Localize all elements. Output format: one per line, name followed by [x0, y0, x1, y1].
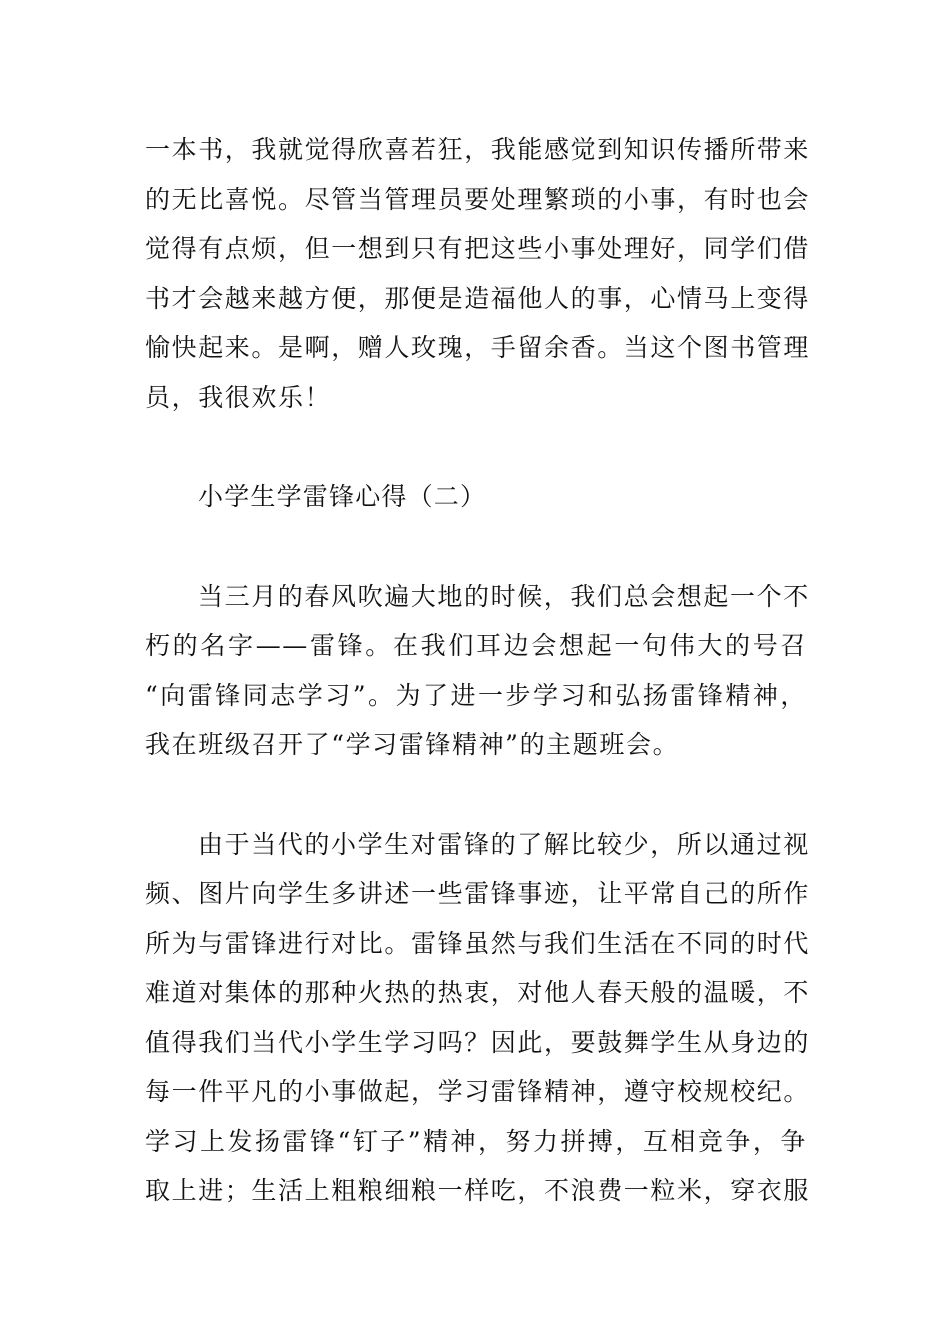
paragraph-3-line-3: 所为与雷锋进行对比。雷锋虽然与我们生活在不同的时代 — [145, 929, 811, 958]
paragraph-3-line-4: 难道对集体的那种火热的热衷，对他人春天般的温暖，不 — [145, 978, 811, 1007]
section-heading: 小学生学雷锋心得（二） — [198, 482, 487, 511]
paragraph-2-line-1: 当三月的春风吹遍大地的时候，我们总会想起一个不 — [198, 582, 810, 611]
paragraph-2-line-3: “向雷锋同志学习”。为了进一步学习和弘扬雷锋精神， — [145, 681, 807, 710]
paragraph-3-line-6: 每一件平凡的小事做起，学习雷锋精神，遵守校规校纪。 — [145, 1077, 811, 1106]
paragraph-3-line-7: 学习上发扬雷锋“钉子”精神，努力拼搏，互相竞争，争 — [145, 1127, 807, 1156]
paragraph-3-line-8: 取上进；生活上粗粮细粮一样吃，不浪费一粒米，穿衣服 — [145, 1176, 811, 1205]
paragraph-2-line-4: 我在班级召开了“学习雷锋精神”的主题班会。 — [145, 730, 680, 759]
paragraph-3-line-2: 频、图片向学生多讲述一些雷锋事迹，让平常自己的所作 — [145, 879, 811, 908]
paragraph-3-line-5: 值得我们当代小学生学习吗？因此，要鼓舞学生从身边的 — [145, 1028, 811, 1057]
paragraph-1-line-4: 书才会越来越方便，那便是造福他人的事，心情马上变得 — [145, 284, 811, 313]
paragraph-1-line-6: 员，我很欢乐！ — [145, 383, 332, 412]
paragraph-1-line-1: 一本书，我就觉得欣喜若狂，我能感觉到知识传播所带来 — [145, 135, 811, 164]
paragraph-1-line-2: 的无比喜悦。尽管当管理员要处理繁琐的小事，有时也会 — [145, 185, 811, 214]
paragraph-2-line-2: 朽的名字——雷锋。在我们耳边会想起一句伟大的号召 — [145, 631, 807, 660]
paragraph-1-line-5: 愉快起来。是啊，赠人玫瑰，手留余香。当这个图书管理 — [145, 333, 811, 362]
paragraph-3-line-1: 由于当代的小学生对雷锋的了解比较少，所以通过视 — [198, 830, 810, 859]
paragraph-1-line-3: 觉得有点烦，但一想到只有把这些小事处理好，同学们借 — [145, 234, 811, 263]
